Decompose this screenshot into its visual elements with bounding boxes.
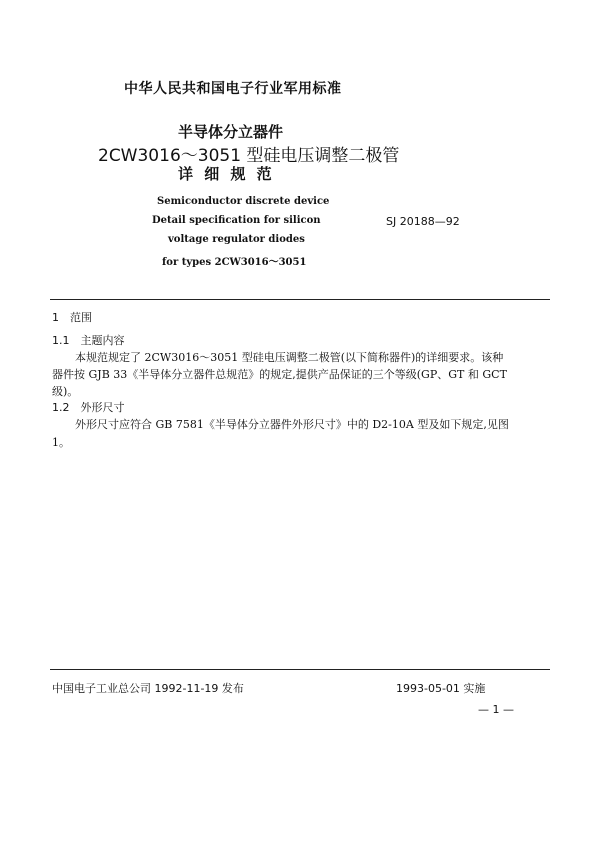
english-title-4: for types 2CW3016～3051 [162, 257, 307, 268]
title-line-1: 半导体分立器件 [178, 123, 284, 141]
paragraph-line: 本规范规定了 2CW3016～3051 型硅电压调整二极管(以下简称器件)的详细要求。该种 [75, 351, 504, 364]
page-number: — 1 — [478, 703, 514, 716]
section-1-2-heading: 1.2 外形尺寸 [52, 401, 125, 414]
top-rule [50, 299, 550, 300]
issue-date: 中国电子工业总公司 1992-11-19 发布 [52, 682, 244, 695]
paragraph-line: 级)。 [52, 385, 79, 398]
section-1-heading: 1 范围 [52, 311, 92, 324]
english-title-3: voltage regulator diodes [168, 234, 305, 245]
paragraph-line: 外形尺寸应符合 GB 7581《半导体分立器件外形尺寸》中的 D2-10A 型及如下规定,见图 [75, 418, 509, 431]
standard-code: SJ 20188—92 [386, 215, 460, 228]
paragraph-line: 1。 [52, 436, 70, 449]
english-title-1: Semiconductor discrete device [157, 196, 330, 207]
english-title-2: Detail specification for silicon [152, 215, 321, 226]
paragraph-line: 器件按 GJB 33《半导体分立器件总规范》的规定,提供产品保证的三个等级(GP、GT 和 GCT [52, 368, 507, 381]
section-1-1-heading: 1.1 主题内容 [52, 334, 125, 347]
effective-date: 1993-05-01 实施 [396, 682, 486, 695]
title-line-3: 详 细 规 范 [178, 165, 275, 183]
title-line-2: 2CW3016～3051 型硅电压调整二极管 [98, 146, 400, 166]
issuer-line: 中华人民共和国电子行业军用标准 [124, 81, 342, 97]
bottom-rule [50, 669, 550, 670]
